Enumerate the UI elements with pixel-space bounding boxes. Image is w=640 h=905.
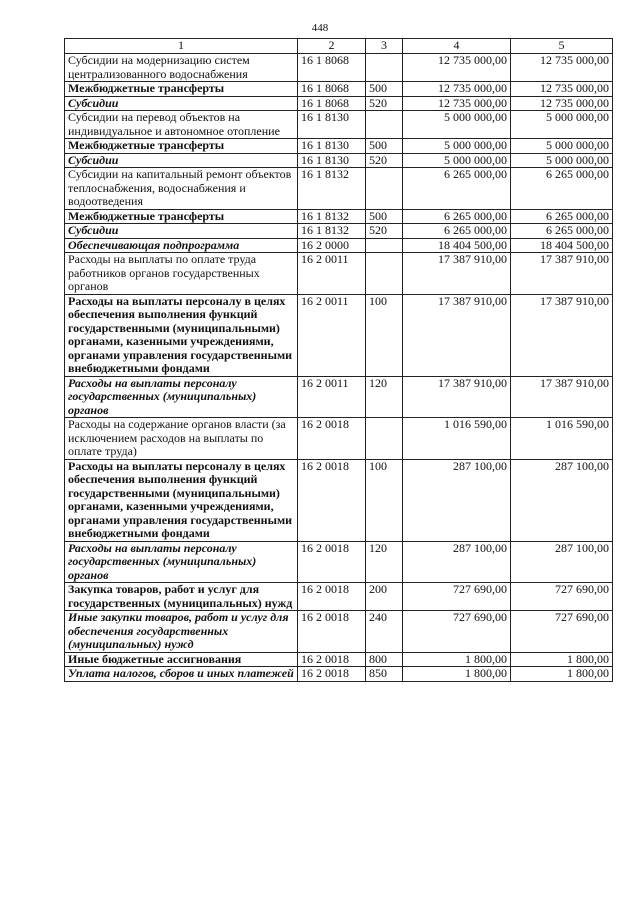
row-amount-2-cell: 18 404 500,00 bbox=[511, 238, 613, 253]
table-row bbox=[65, 253, 613, 295]
table-row bbox=[65, 376, 613, 418]
row-code-cell: 16 1 8068 bbox=[298, 96, 366, 111]
row-name-cell: Расходы на выплаты персоналу государственных (муниципальных) органов bbox=[65, 376, 298, 418]
row-code-cell: 16 1 8130 bbox=[298, 153, 366, 168]
row-amount-1-cell: 17 387 910,00 bbox=[403, 253, 511, 295]
row-code-cell: 16 2 0018 bbox=[298, 418, 366, 460]
table-row bbox=[65, 418, 613, 460]
row-amount-2-cell: 17 387 910,00 bbox=[511, 376, 613, 418]
row-amount-1-cell: 287 100,00 bbox=[403, 541, 511, 583]
page-number: 448 bbox=[311, 22, 329, 34]
table-row bbox=[65, 153, 613, 168]
row-code-cell: 16 1 8132 bbox=[298, 168, 366, 210]
row-code-cell: 16 1 8132 bbox=[298, 209, 366, 224]
row-name-cell: Субсидии bbox=[65, 153, 298, 168]
table-row bbox=[65, 652, 613, 667]
row-code-cell: 16 2 0011 bbox=[298, 253, 366, 295]
row-amount-1-cell: 12 735 000,00 bbox=[403, 82, 511, 97]
row-amount-1-cell: 5 000 000,00 bbox=[403, 153, 511, 168]
row-amount-1-cell: 17 387 910,00 bbox=[403, 376, 511, 418]
row-type-cell bbox=[366, 238, 403, 253]
table-row bbox=[65, 238, 613, 253]
row-amount-1-cell: 5 000 000,00 bbox=[403, 139, 511, 154]
row-amount-2-cell: 287 100,00 bbox=[511, 541, 613, 583]
row-name-cell: Межбюджетные трансферты bbox=[65, 209, 298, 224]
row-type-cell: 520 bbox=[366, 224, 403, 239]
row-code-cell: 16 2 0018 bbox=[298, 541, 366, 583]
row-name-cell: Расходы на выплаты по оплате труда работников органов государственных органов bbox=[65, 253, 298, 295]
row-amount-2-cell: 5 000 000,00 bbox=[511, 111, 613, 139]
row-type-cell: 520 bbox=[366, 153, 403, 168]
row-amount-2-cell: 727 690,00 bbox=[511, 583, 613, 611]
table-row bbox=[65, 294, 613, 376]
row-amount-2-cell: 12 735 000,00 bbox=[511, 82, 613, 97]
row-amount-1-cell: 18 404 500,00 bbox=[403, 238, 511, 253]
row-amount-2-cell: 6 265 000,00 bbox=[511, 168, 613, 210]
row-type-cell bbox=[366, 418, 403, 460]
row-amount-2-cell: 1 800,00 bbox=[511, 652, 613, 667]
row-amount-1-cell: 1 800,00 bbox=[403, 667, 511, 682]
row-type-cell: 520 bbox=[366, 96, 403, 111]
row-type-cell: 240 bbox=[366, 611, 403, 653]
table-row bbox=[65, 611, 613, 653]
row-code-cell: 16 2 0018 bbox=[298, 583, 366, 611]
row-amount-1-cell: 12 735 000,00 bbox=[403, 54, 511, 82]
table-row bbox=[65, 139, 613, 154]
row-amount-2-cell: 1 016 590,00 bbox=[511, 418, 613, 460]
row-name-cell: Субсидии bbox=[65, 96, 298, 111]
row-name-cell: Иные закупки товаров, работ и услуг для обеспечения государственных (муниципальных) нужд bbox=[65, 611, 298, 653]
row-name-cell: Закупка товаров, работ и услуг для государственных (муниципальных) нужд bbox=[65, 583, 298, 611]
row-amount-2-cell: 6 265 000,00 bbox=[511, 209, 613, 224]
table-row bbox=[65, 583, 613, 611]
column-header-amount-1: 4 bbox=[403, 39, 511, 54]
row-type-cell: 120 bbox=[366, 376, 403, 418]
row-code-cell: 16 1 8068 bbox=[298, 82, 366, 97]
row-amount-2-cell: 287 100,00 bbox=[511, 459, 613, 541]
row-amount-2-cell: 17 387 910,00 bbox=[511, 253, 613, 295]
row-type-cell: 500 bbox=[366, 209, 403, 224]
column-header-name: 1 bbox=[65, 39, 298, 54]
row-amount-1-cell: 727 690,00 bbox=[403, 611, 511, 653]
row-code-cell: 16 1 8130 bbox=[298, 139, 366, 154]
row-amount-1-cell: 12 735 000,00 bbox=[403, 96, 511, 111]
row-amount-1-cell: 287 100,00 bbox=[403, 459, 511, 541]
column-header-type: 3 bbox=[366, 39, 403, 54]
row-amount-2-cell: 12 735 000,00 bbox=[511, 96, 613, 111]
table-row bbox=[65, 96, 613, 111]
row-code-cell: 16 2 0018 bbox=[298, 611, 366, 653]
row-code-cell: 16 2 0018 bbox=[298, 459, 366, 541]
row-name-cell: Субсидии на капитальный ремонт объектов теплоснабжения, водоснабжения и водоотведения bbox=[65, 168, 298, 210]
row-name-cell: Субсидии на модернизацию систем централизованного водоснабжения bbox=[65, 54, 298, 82]
row-type-cell bbox=[366, 168, 403, 210]
row-code-cell: 16 2 0000 bbox=[298, 238, 366, 253]
header-row bbox=[65, 39, 613, 54]
row-code-cell: 16 2 0018 bbox=[298, 667, 366, 682]
row-type-cell: 800 bbox=[366, 652, 403, 667]
table-body bbox=[65, 54, 613, 682]
row-name-cell: Обеспечивающая подпрограмма bbox=[65, 238, 298, 253]
column-header-amount-2: 5 bbox=[511, 39, 613, 54]
row-code-cell: 16 2 0011 bbox=[298, 294, 366, 376]
row-name-cell: Субсидии на перевод объектов на индивидуальное и автономное отопление bbox=[65, 111, 298, 139]
row-amount-1-cell: 1 800,00 bbox=[403, 652, 511, 667]
table-row bbox=[65, 111, 613, 139]
row-amount-1-cell: 17 387 910,00 bbox=[403, 294, 511, 376]
row-name-cell: Межбюджетные трансферты bbox=[65, 82, 298, 97]
table-header bbox=[65, 39, 613, 54]
row-code-cell: 16 1 8068 bbox=[298, 54, 366, 82]
row-name-cell: Расходы на выплаты персоналу в целях обеспечения выполнения функций государственными (муниципальными) органами, казенными учреждениями, органами управления государственными внебюджетными фондами bbox=[65, 294, 298, 376]
row-amount-2-cell: 6 265 000,00 bbox=[511, 224, 613, 239]
row-name-cell: Расходы на содержание органов власти (за исключением расходов на выплаты по оплате труда) bbox=[65, 418, 298, 460]
row-amount-2-cell: 1 800,00 bbox=[511, 667, 613, 682]
table-row bbox=[65, 224, 613, 239]
row-code-cell: 16 2 0018 bbox=[298, 652, 366, 667]
column-header-code: 2 bbox=[298, 39, 366, 54]
row-type-cell: 100 bbox=[366, 459, 403, 541]
row-code-cell: 16 1 8130 bbox=[298, 111, 366, 139]
row-amount-1-cell: 1 016 590,00 bbox=[403, 418, 511, 460]
row-name-cell: Уплата налогов, сборов и иных платежей bbox=[65, 667, 298, 682]
row-type-cell: 100 bbox=[366, 294, 403, 376]
row-type-cell bbox=[366, 111, 403, 139]
row-type-cell: 500 bbox=[366, 82, 403, 97]
row-amount-1-cell: 6 265 000,00 bbox=[403, 209, 511, 224]
table-row bbox=[65, 54, 613, 82]
row-type-cell: 500 bbox=[366, 139, 403, 154]
row-name-cell: Расходы на выплаты персоналу государственных (муниципальных) органов bbox=[65, 541, 298, 583]
table-row bbox=[65, 459, 613, 541]
row-amount-2-cell: 5 000 000,00 bbox=[511, 153, 613, 168]
table-row bbox=[65, 209, 613, 224]
row-type-cell: 200 bbox=[366, 583, 403, 611]
table-row bbox=[65, 168, 613, 210]
row-name-cell: Расходы на выплаты персоналу в целях обеспечения выполнения функций государственными (муниципальными) органами, казенными учреждениями, органами управления государственными внебюджетными фондами bbox=[65, 459, 298, 541]
row-name-cell: Субсидии bbox=[65, 224, 298, 239]
row-amount-1-cell: 727 690,00 bbox=[403, 583, 511, 611]
table-row bbox=[65, 541, 613, 583]
row-name-cell: Межбюджетные трансферты bbox=[65, 139, 298, 154]
row-amount-2-cell: 17 387 910,00 bbox=[511, 294, 613, 376]
budget-table bbox=[64, 38, 613, 682]
row-code-cell: 16 2 0011 bbox=[298, 376, 366, 418]
row-type-cell bbox=[366, 253, 403, 295]
table-row bbox=[65, 82, 613, 97]
row-amount-2-cell: 727 690,00 bbox=[511, 611, 613, 653]
row-amount-2-cell: 5 000 000,00 bbox=[511, 139, 613, 154]
row-type-cell bbox=[366, 54, 403, 82]
table-row bbox=[65, 667, 613, 682]
row-code-cell: 16 1 8132 bbox=[298, 224, 366, 239]
row-name-cell: Иные бюджетные ассигнования bbox=[65, 652, 298, 667]
row-type-cell: 120 bbox=[366, 541, 403, 583]
row-amount-2-cell: 12 735 000,00 bbox=[511, 54, 613, 82]
row-amount-1-cell: 6 265 000,00 bbox=[403, 168, 511, 210]
row-amount-1-cell: 6 265 000,00 bbox=[403, 224, 511, 239]
row-amount-1-cell: 5 000 000,00 bbox=[403, 111, 511, 139]
row-type-cell: 850 bbox=[366, 667, 403, 682]
